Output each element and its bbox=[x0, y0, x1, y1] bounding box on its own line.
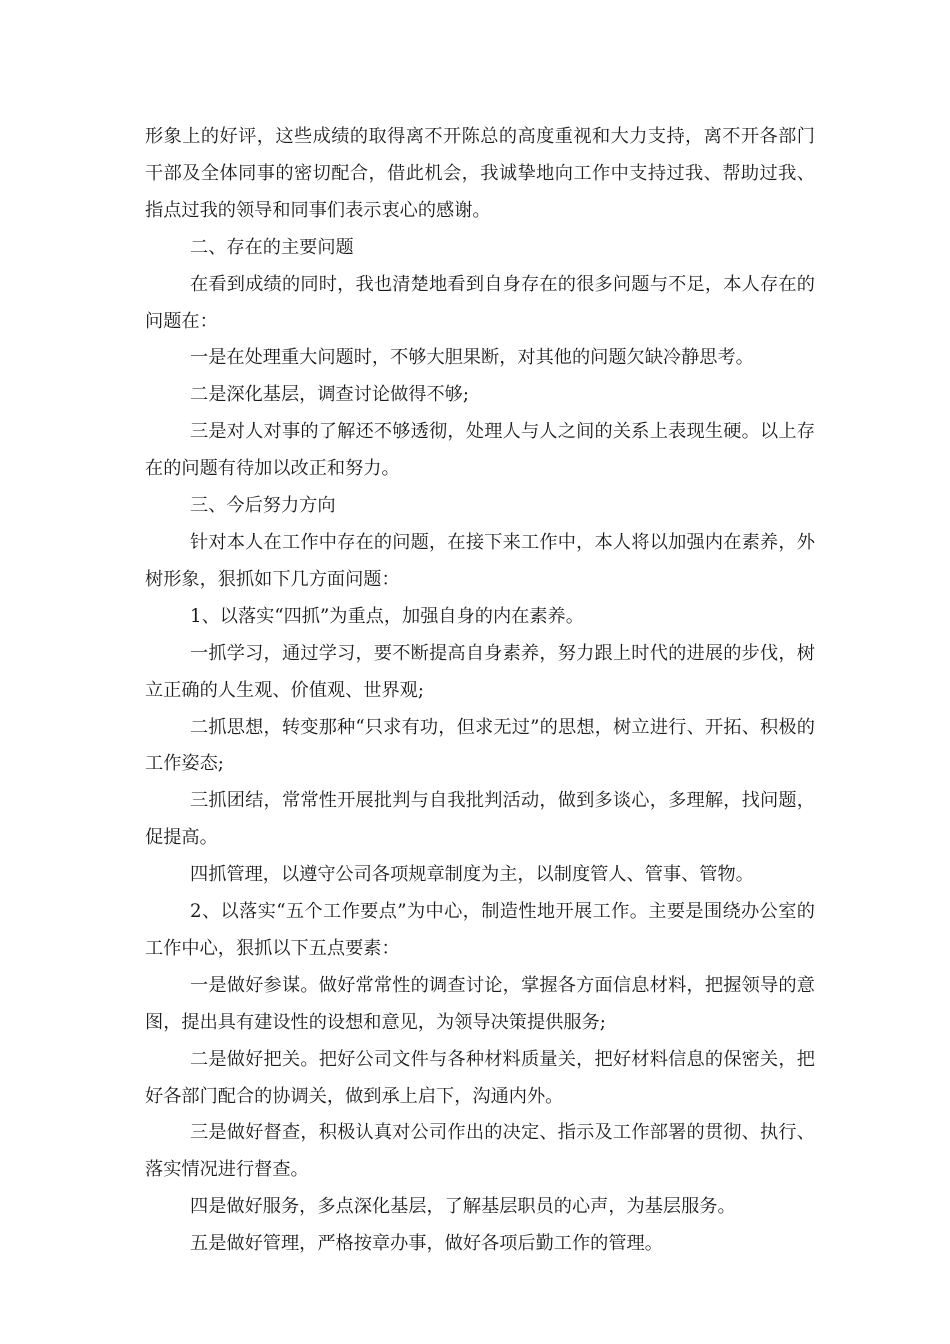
paragraph: 二抓思想，转变那种“只求有功，但求无过”的思想，树立进行、开拓、积极的工作姿态; bbox=[145, 716, 815, 775]
section-heading: 三、今后努力方向 bbox=[190, 495, 336, 517]
paragraph: 五是做好管理，严格按章办事，做好各项后勤工作的管理。 bbox=[190, 1233, 663, 1255]
subheading: 1、以落实“四抓”为重点，加强自身的内在素养。 bbox=[190, 605, 584, 627]
paragraph: 二是深化基层，调查讨论做得不够; bbox=[190, 384, 469, 406]
paragraph: 针对本人在工作中存在的问题，在接下来工作中，本人将以加强内在素养，外树形象，狠抓如下几方面问题： bbox=[145, 531, 815, 590]
paragraph: 四抓管理，以遵守公司各项规章制度为主，以制度管人、管事、管物。 bbox=[190, 864, 754, 886]
paragraph: 一是做好参谋。做好常常性的调查讨论，掌握各方面信息材料，把握领导的意图，提出具有建设性的设想和意见，为领导决策提供服务; bbox=[145, 974, 815, 1033]
paragraph: 在看到成绩的同时，我也清楚地看到自身存在的很多问题与不足，本人存在的问题在： bbox=[145, 273, 815, 332]
paragraph: 二是做好把关。把好公司文件与各种材料质量关，把好材料信息的保密关，把好各部门配合的协调关，做到承上启下，沟通内外。 bbox=[145, 1048, 815, 1107]
paragraph: 三抓团结，常常性开展批判与自我批判活动，做到多谈心，多理解，找问题，促提高。 bbox=[145, 790, 815, 849]
paragraph: 一是在处理重大问题时，不够大胆果断，对其他的问题欠缺冷静思考。 bbox=[190, 347, 754, 369]
subheading: 2、以落实“五个工作要点”为中心，制造性地开展工作。主要是围绕办公室的工作中心，狠抓以下五点要素： bbox=[145, 901, 815, 959]
section-heading: 二、存在的主要问题 bbox=[190, 236, 354, 258]
paragraph: 三是对人对事的了解还不够透彻，处理人与人之间的关系上表现生硬。以上存在的问题有待加以改正和努力。 bbox=[145, 421, 815, 480]
document-body bbox=[145, 119, 815, 1263]
paragraph: 四是做好服务，多点深化基层，了解基层职员的心声，为基层服务。 bbox=[190, 1196, 736, 1218]
paragraph: 三是做好督查，积极认真对公司作出的决定、指示及工作部署的贯彻、执行、落实情况进行督查。 bbox=[145, 1122, 815, 1181]
paragraph: 形象上的好评，这些成绩的取得离不开陈总的高度重视和大力支持，离不开各部门干部及全体同事的密切配合，借此机会，我诚挚地向工作中支持过我、帮助过我、指点过我的领导和同事们表示衷心的感谢。 bbox=[145, 126, 815, 221]
paragraph: 一抓学习，通过学习，要不断提高自身素养，努力跟上时代的进展的步伐，树立正确的人生观、价值观、世界观; bbox=[145, 642, 815, 701]
